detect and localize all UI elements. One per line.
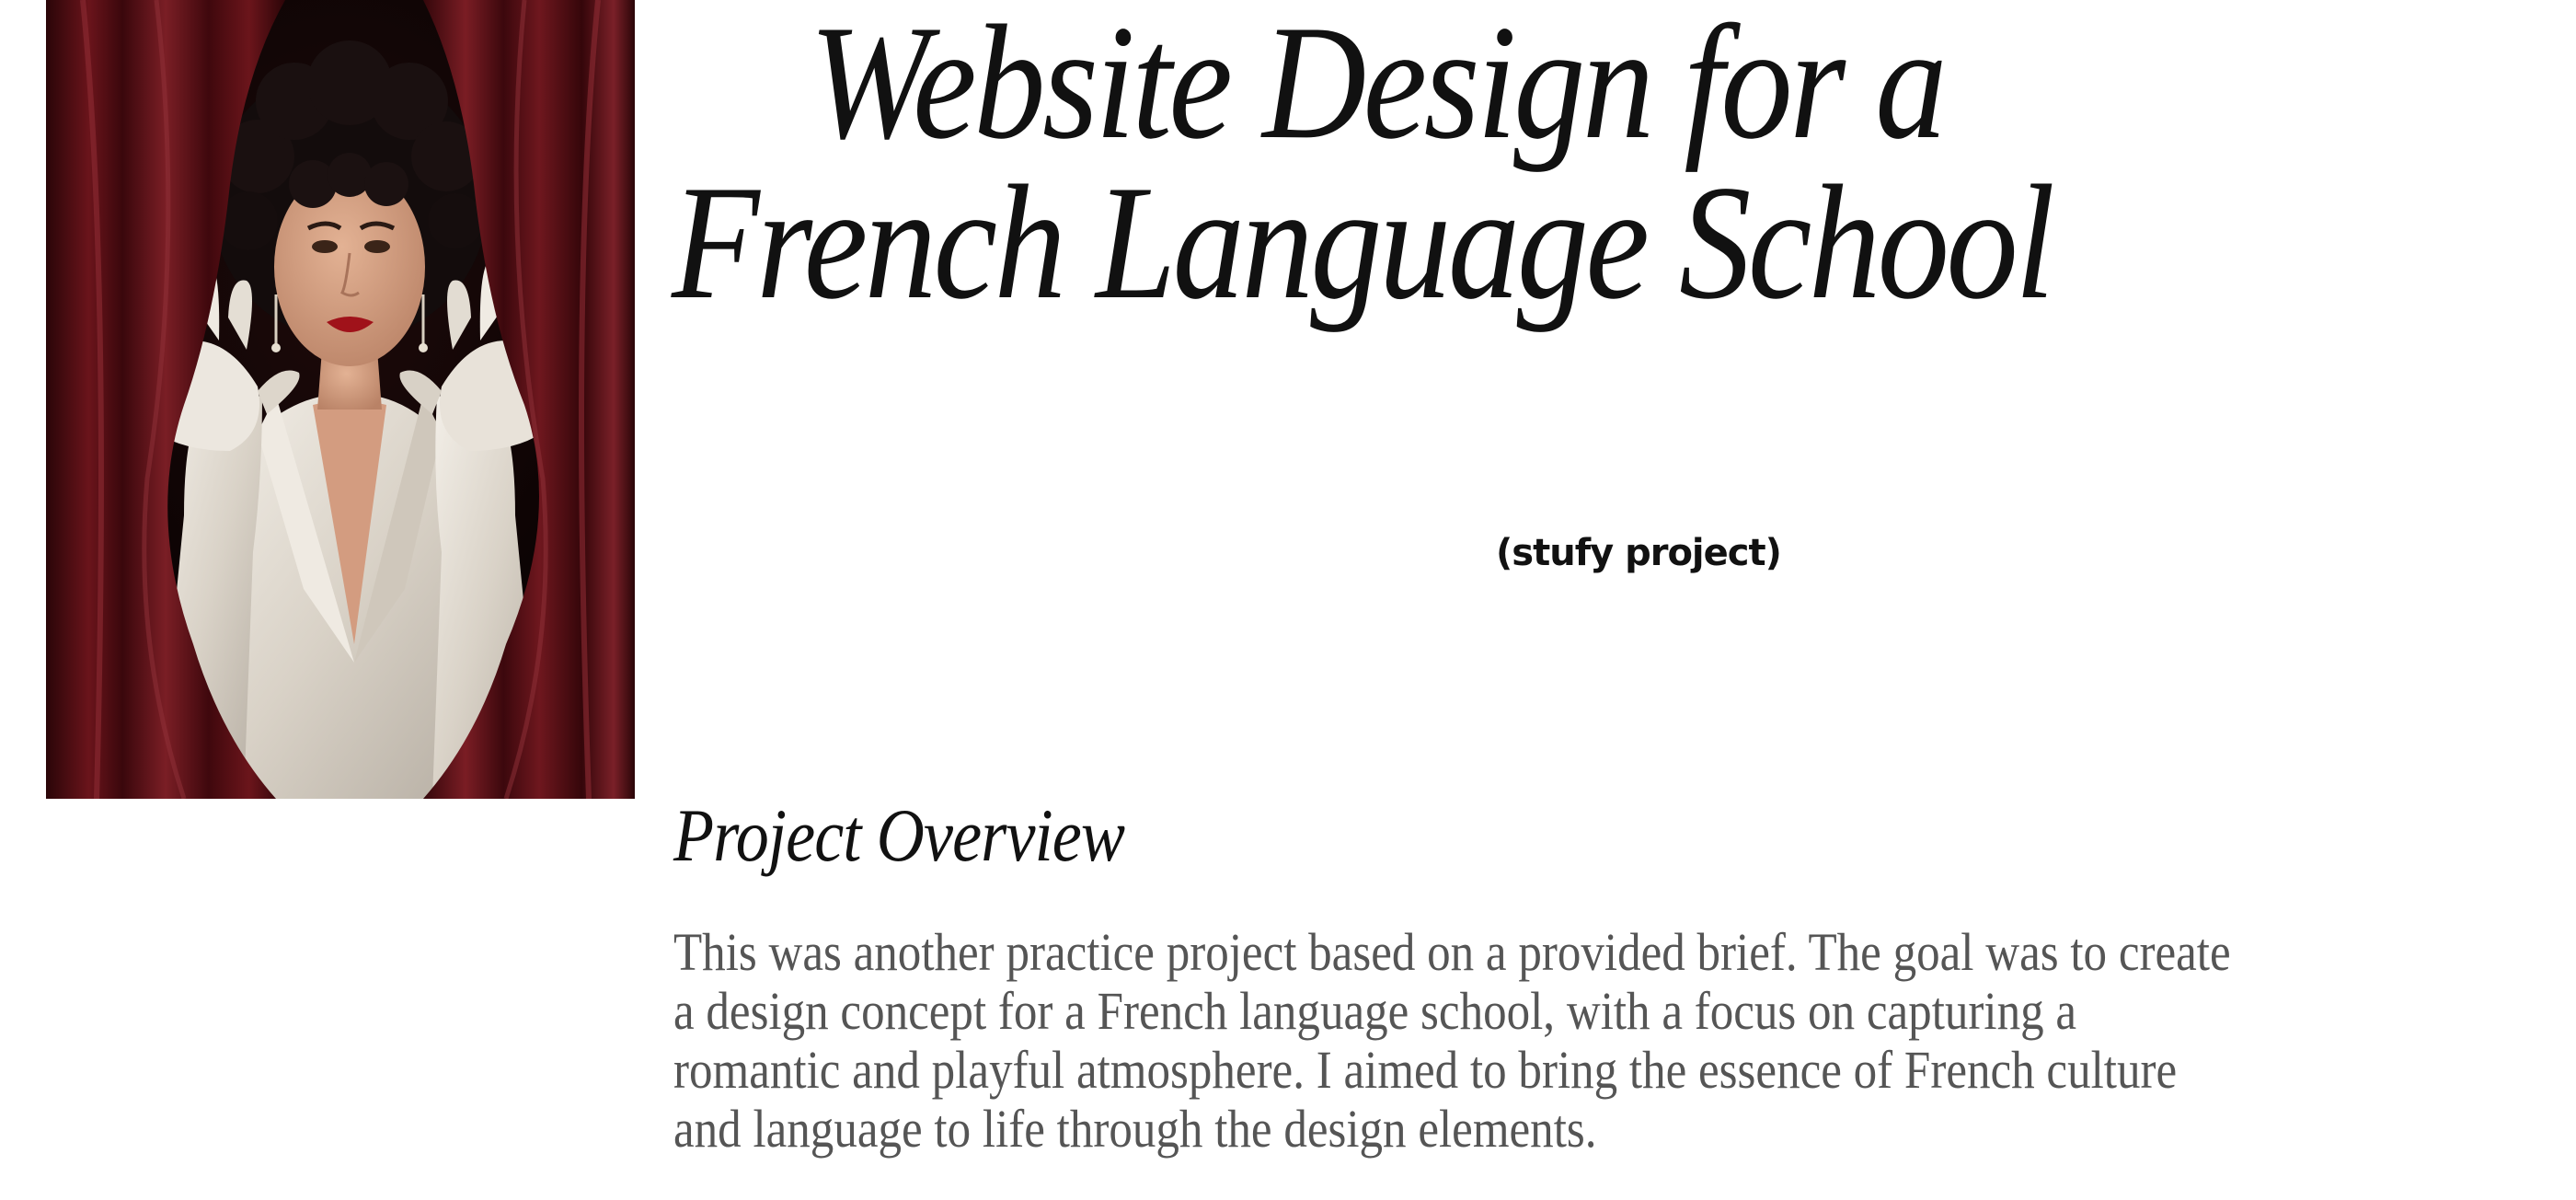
overview-line: and language to life through the design elements.: [673, 1099, 1597, 1159]
overview-body: [673, 923, 2357, 1159]
hero-image-illustration: [46, 0, 635, 799]
overview-line: This was another practice project based on a provided brief. The goal was to create: [673, 922, 2231, 982]
hero-image: [46, 0, 635, 799]
overview-heading: Project Overview: [673, 793, 1125, 877]
overview-line: a design concept for a French language school, with a focus on capturing a: [673, 981, 2077, 1041]
project-tag: (stufy project): [1496, 532, 1781, 574]
overview-line: romantic and playful atmosphere. I aimed to bring the essence of French culture: [673, 1040, 2178, 1100]
page-title: Website Design for a French Language School: [672, 0, 2053, 333]
